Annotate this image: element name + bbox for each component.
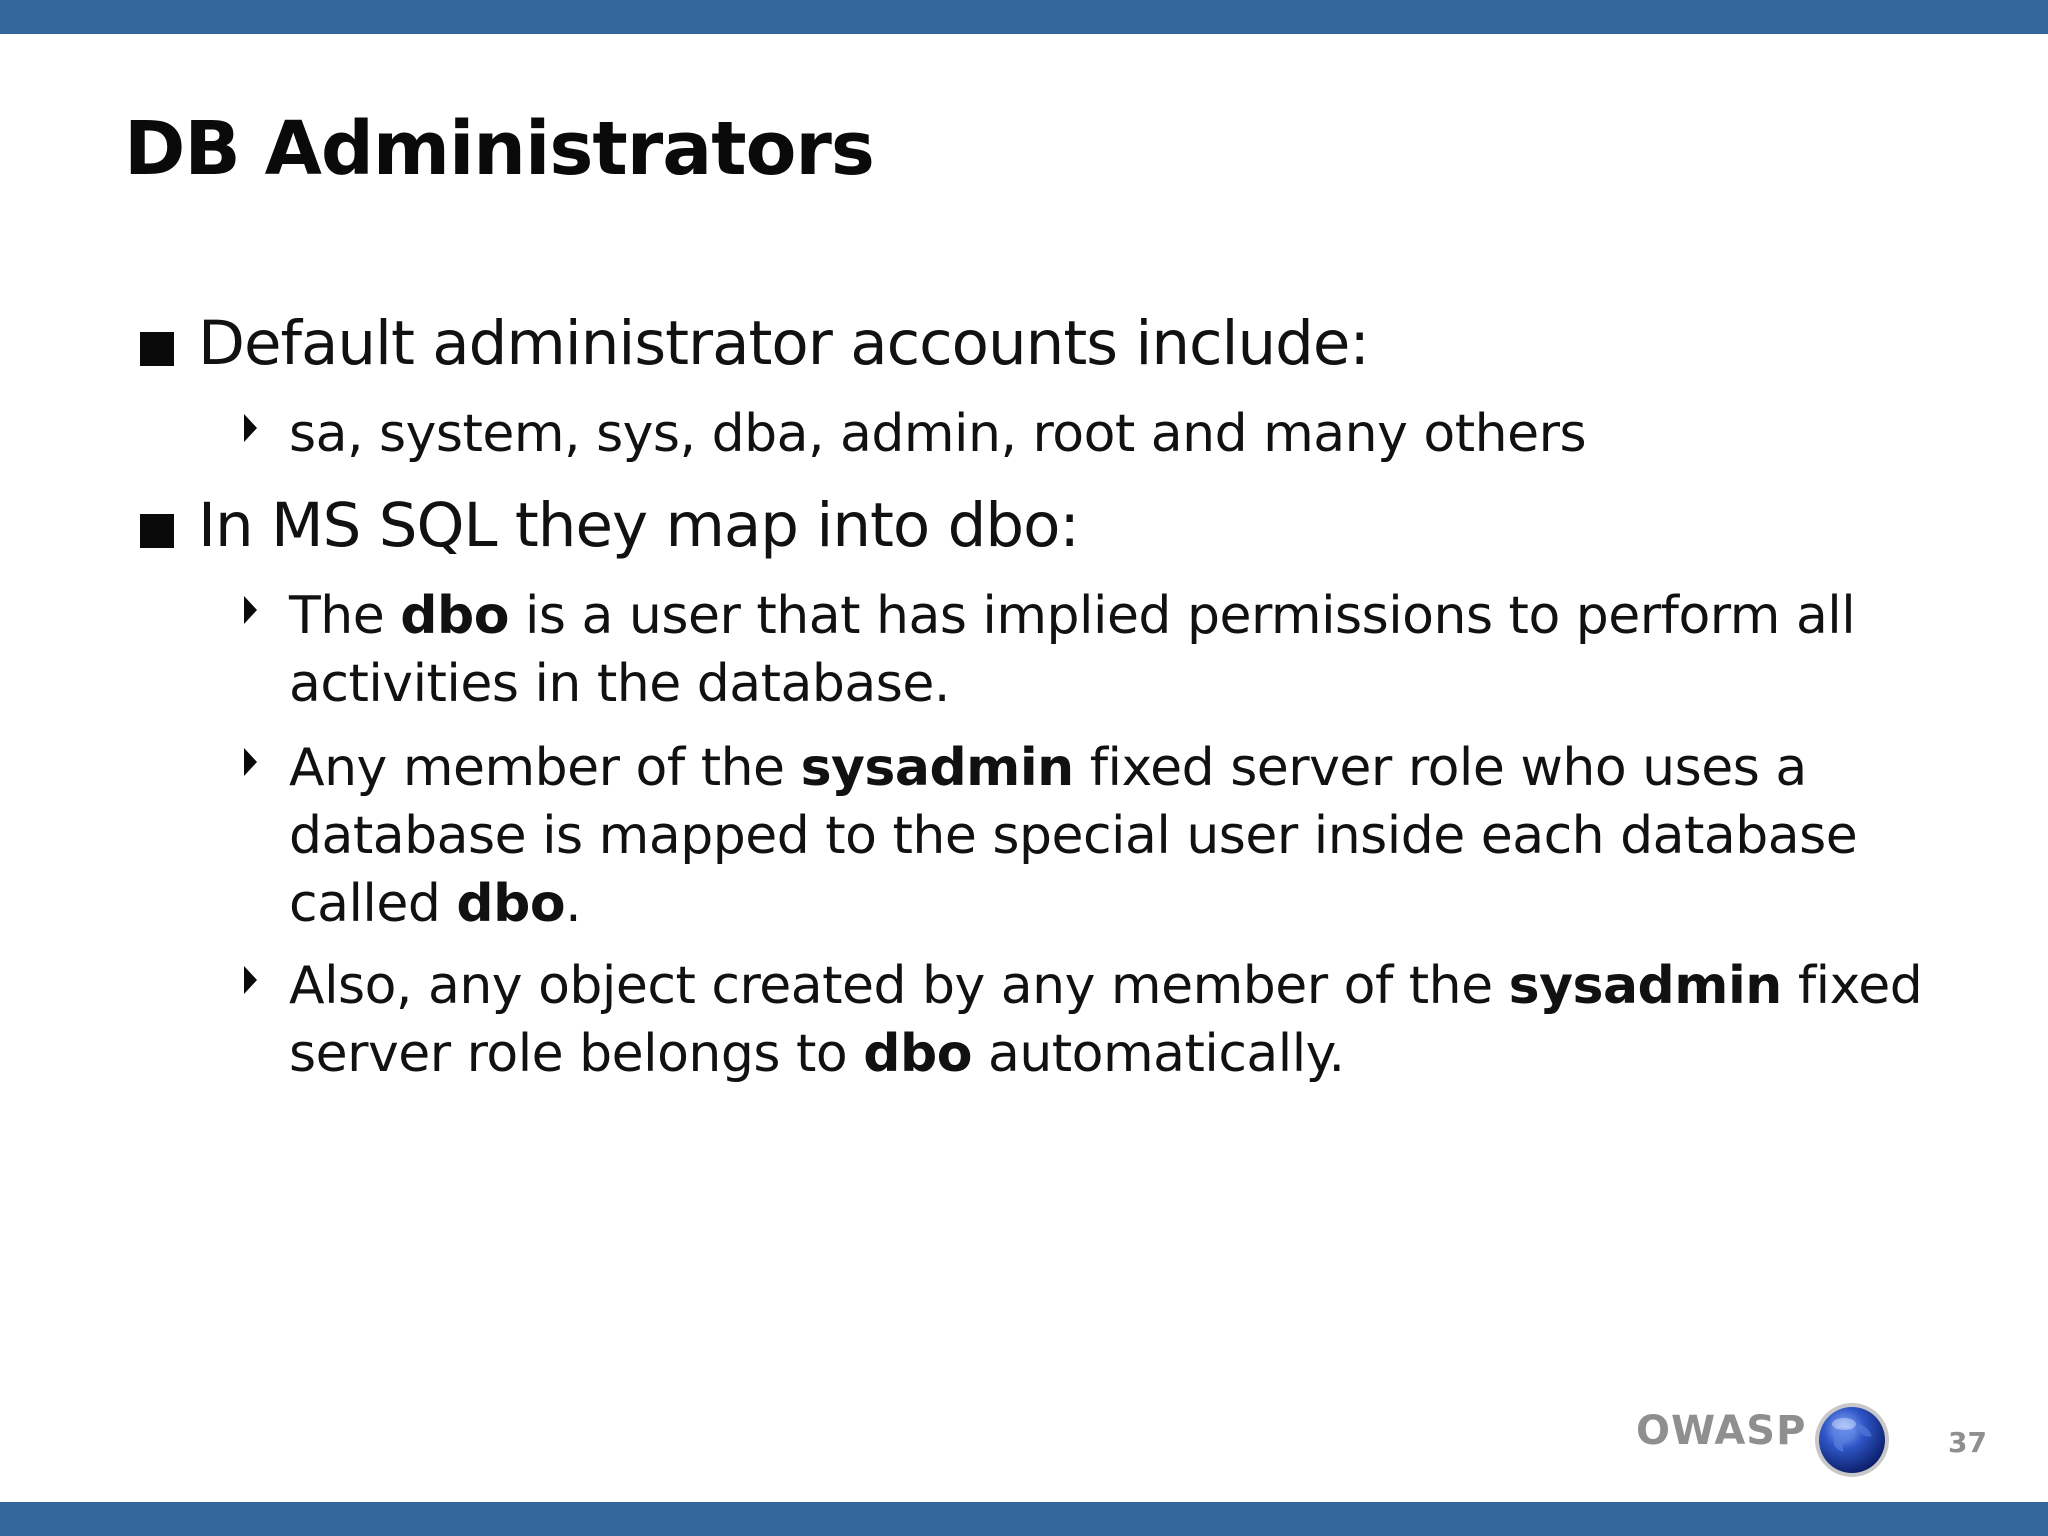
bullet-text: In MS SQL they map into dbo: bbox=[198, 490, 1079, 561]
page-number: 37 bbox=[1948, 1426, 1987, 1459]
square-bullet-icon bbox=[140, 332, 174, 366]
bottom-accent-bar bbox=[0, 1502, 2048, 1536]
globe-icon bbox=[1814, 1402, 1890, 1478]
triangle-bullet-icon bbox=[244, 966, 257, 994]
bullet-text: The dbo is a user that has implied permissions to perform all activities in the database. bbox=[289, 586, 1856, 714]
slide-title: DB Administrators bbox=[124, 106, 874, 192]
top-accent-bar bbox=[0, 0, 2048, 34]
bullet-text: Also, any object created by any member of the sysadmin fixed server role belongs to dbo automatically. bbox=[289, 956, 1923, 1084]
owasp-logo-text: OWASP bbox=[1636, 1408, 1807, 1454]
square-bullet-icon bbox=[140, 514, 174, 548]
triangle-bullet-icon bbox=[244, 748, 257, 776]
triangle-bullet-icon bbox=[244, 596, 257, 624]
triangle-bullet-icon bbox=[244, 414, 257, 442]
bullet-text: Any member of the sysadmin fixed server role who uses a database is mapped to the special user inside each database called dbo. bbox=[289, 738, 1858, 934]
bullet-text: Default administrator accounts include: bbox=[198, 308, 1369, 379]
bullet-text: sa, system, sys, dba, admin, root and many others bbox=[289, 404, 1587, 464]
